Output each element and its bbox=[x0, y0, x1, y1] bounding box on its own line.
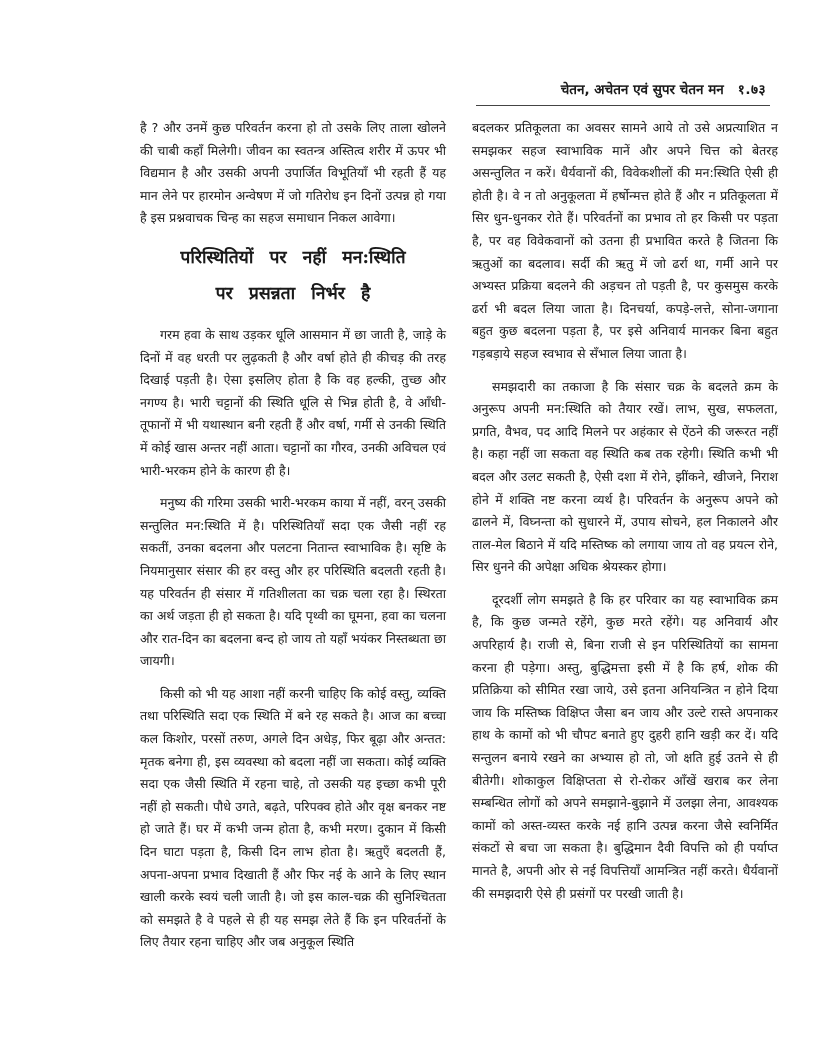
paragraph: गरम हवा के साथ उड़कर धूलि आसमान में छा जाती है, जाड़े के दिनों में वह धरती पर लुढ़कती है और वर्षा होते ही कीचड़ की तरह दिखाई पड़ती है। ऐसा इसलिए होता है कि वह हल्की, तुच्छ और नगण्य है। भारी चट्टानों की स्थिति धूलि से भिन्न होती है, वे आँधी-तूफानों में भी यथास्थान बनी रहती हैं और वर्षा, गर्मी से उनकी स्थिति में कोई खास अन्तर नहीं आता। चट्टानों का गौरव, उनकी अविचल एवं भारी-भरकम होने के कारण ही है। bbox=[140, 326, 446, 478]
section-heading bbox=[140, 240, 446, 312]
page-number: १.७३ bbox=[737, 82, 766, 98]
header-title: चेतन, अचेतन एवं सुपर चेतन मन bbox=[560, 82, 724, 98]
header-rule bbox=[476, 105, 770, 106]
paragraph: बदलकर प्रतिकूलता का अवसर सामने आये तो उसे अप्रत्याशित न समझकर सहज स्वाभाविक मानें और अपने चित्त को बेतरह असन्तुलित न करें। धैर्यवानों की, विवेकशीलों की मन:स्थिति ऐसी ही होती है। वे न तो अनुकूलता में हर्षोन्मत्त होते हैं और न प्रतिकूलता में सिर धुन-धुनकर रोते हैं। परिवर्तनों का प्रभाव तो हर किसी पर पड़ता है, पर वह विवेकवानों को उतना ही प्रभावित करते है जितना कि ऋतुओं का बदलाव। सर्दी की ऋतु में जो ढर्रा था, गर्मी आने पर अभ्यस्त प्रक्रिया बदलने की अड़चन तो पड़ती है, पर कुसमुस करके ढर्रा भी बदल लिया जाता है। दिनचर्या, कपड़े-लत्ते, सोना-जगाना बहुत कुछ बदलना पड़ता है, पर इसे अनिवार्य मानकर बिना बहुत गड़बड़ाये सहज स्वभाव से सँभाल लिया जाता है। bbox=[472, 120, 778, 361]
left-column bbox=[140, 117, 446, 964]
paragraph: मनुष्य की गरिमा उसकी भारी-भरकम काया में नहीं, वरन् उसकी सन्तुलित मन:स्थिति में है। परिस्थितियाँ सदा एक जैसी नहीं रह सकतीं, उनका बदलना और पलटना नितान्त स्वाभाविक है। सृष्टि के नियमानुसार संसार की हर वस्तु और हर परिस्थिति बदलती रहती है। यह परिवर्तन ही संसार में गतिशीलता का चक्र चला रहा है। स्थिरता का अर्थ जड़ता ही हो सकता है। यदि पृथ्वी का घूमना, हवा का चलना और रात-दिन का बदलना बन्द हो जाय तो यहाँ भयंकर निस्तब्धता छा जायगी। bbox=[140, 495, 446, 669]
right-column bbox=[472, 117, 778, 915]
running-header bbox=[561, 80, 766, 104]
heading-line-2: पर प्रसन्नता निर्भर है bbox=[215, 283, 371, 304]
paragraph: समझदारी का तकाजा है कि संसार चक्र के बदलते क्रम के अनुरूप अपनी मन:स्थिति को तैयार रखें। लाभ, सुख, सफलता, प्रगति, वैभव, पद आदि मिलने पर अहंकार से ऐंठने की जरूरत नहीं है। कहा नहीं जा सकता वह स्थिति कब तक रहेगी। स्थिति कभी भी बदल और उलट सकती है, ऐसी दशा में रोने, झींकने, खीजने, निराश होने में शक्ति नष्ट करना व्यर्थ है। परिवर्तन के अनुरूप अपने को ढालने में, विघ्नन्ता को सुधारने में, उपाय सोचने, हल निकालने और ताल-मेल बिठाने में यदि मस्तिष्क को लगाया जाय तो वह प्रयत्न रोने, सिर धुनने की अपेक्षा अधिक श्रेयस्कर होगा। bbox=[472, 378, 778, 575]
paragraph: दूरदर्शी लोग समझते है कि हर परिवार का यह स्वाभाविक क्रम है, कि कुछ जन्मते रहेंगे, कुछ मरते रहेंगे। यह अनिवार्य और अपरिहार्य है। राजी से, बिना राजी से इन परिस्थितियों का सामना करना ही पड़ेगा। अस्तु, बुद्धिमत्ता इसी में है कि हर्ष, शोक की प्रतिक्रिया को सीमित रखा जाये, उसे इतना अनियन्त्रित न होने दिया जाय कि मस्तिष्क विक्षिप्त जैसा बन जाय और उल्टे रास्ते अपनाकर हाथ के कामों को भी चौपट बनाते हुए दुहरी हानि खड़ी कर दें। यदि सन्तुलन बनाये रखने का अभ्यास हो तो, जो क्षति हुई उतने से ही बीतेगी। शोकाकुल विक्षिप्तता से रो-रोकर आँखें खराब कर लेना सम्बन्धित लोगों को अपने समझाने-बुझाने में उलझा लेना, आवश्यक कामों को अस्त-व्यस्त करके नई हानि उत्पन्न करना जैसे स्वनिर्मित संकटों से बचा जा सकता है। बुद्धिमान दैवी विपत्ति को ही पर्याप्त मानते है, अपनी ओर से नई विपत्तियाँ आमन्त्रित नहीं करते। धैर्यवानों की समझदारी ऐसे ही प्रसंगों पर परखी जाती है। bbox=[472, 591, 778, 901]
heading-line-1: परिस्थितियों पर नहीं मन:स्थिति bbox=[180, 247, 406, 268]
intro-paragraph: है ? और उनमें कुछ परिवर्तन करना हो तो उसके लिए ताला खोलने की चाबी कहाँ मिलेगी। जीवन का स्वतन्त्र अस्तित्व शरीर में ऊपर भी विद्यमान है और उसकी अपनी उपार्जित विभूतियाँ भी रहती हैं यह मान लेने पर हारमोन अन्वेषण में जो गतिरोध इन दिनों उत्पन्न हो गया है इस प्रश्नवाचक चिन्ह का सहज समाधान निकल आवेगा। bbox=[140, 120, 446, 226]
paragraph: किसी को भी यह आशा नहीं करनी चाहिए कि कोई वस्तु, व्यक्ति तथा परिस्थिति सदा एक स्थिति में बने रह सकते है। आज का बच्चा कल किशोर, परसों तरुण, अगले दिन अधेड़, फिर बूढ़ा और अन्तत: मृतक बनेगा ही, इस व्यवस्था को बदला नहीं जा सकता। कोई व्यक्ति सदा एक जैसी स्थिति में रहना चाहे, तो उसकी यह इच्छा कभी पूरी नहीं हो सकती। पौधे उगते, बढ़ते, परिपक्व होते और वृक्ष बनकर नष्ट हो जाते हैं। घर में कभी जन्म होता है, कभी मरण। दुकान में किसी दिन घाटा पड़ता है, किसी दिन लाभ होता है। ऋतुएँ बदलती हैं, अपना-अपना प्रभाव दिखाती हैं और फिर नई के आने के लिए स्थान खाली करके स्वयं चली जाती है। जो इस काल-चक्र की सुनिश्चितता को समझते है वे पहले से ही यह समझ लेते हैं कि इन परिवर्तनों के लिए तैयार रहना चाहिए और जब अनुकूल स्थिति bbox=[140, 685, 446, 950]
